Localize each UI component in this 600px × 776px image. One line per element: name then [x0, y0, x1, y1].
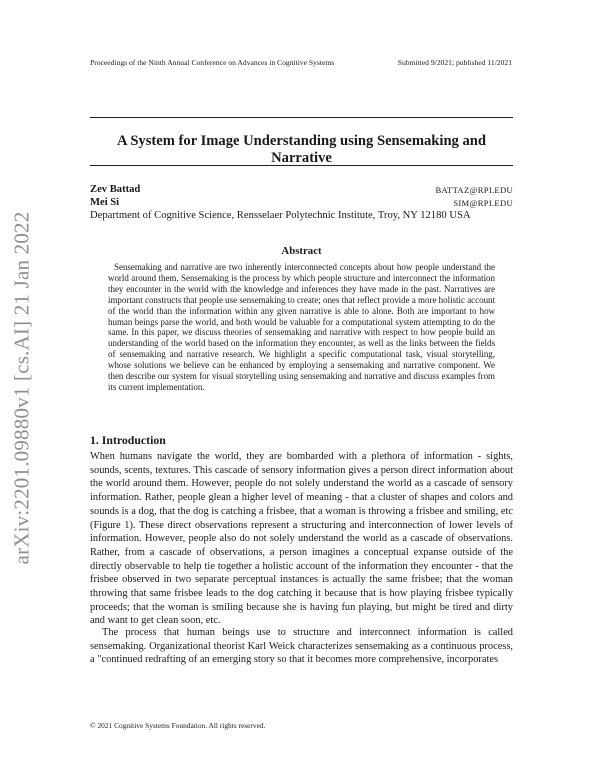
- author-name: Zev Battad: [90, 184, 141, 195]
- paper-title: A System for Image Understanding using Sensemaking and Narrative: [116, 133, 487, 166]
- arxiv-identifier: arXiv:2201.09880v1 [cs.AI] 21 Jan 2022: [9, 211, 34, 565]
- author-block: [90, 197, 513, 208]
- abstract-heading: Abstract: [281, 245, 322, 257]
- author-email: BATTAZ@RPI.EDU: [435, 185, 513, 195]
- title-rule-bottom: [90, 165, 513, 166]
- author-block: [90, 184, 513, 195]
- running-header-venue: Proceedings of the Ninth Annual Conference on Advances in Cognitive Systems: [90, 58, 335, 67]
- author-name: Mei Si: [90, 197, 120, 208]
- author-email: SIM@RPI.EDU: [453, 198, 513, 208]
- section-heading: 1. Introduction: [90, 433, 166, 447]
- arxiv-stamp: [2, 211, 42, 565]
- copyright-footer: © 2021 Cognitive Systems Foundation. All rights reserved.: [90, 721, 266, 730]
- running-header-dates: Submitted 9/2021; published 11/2021: [397, 58, 512, 67]
- title-rule-top: [90, 117, 513, 118]
- affiliation: Department of Cognitive Science, Rensselaer Polytechnic Institute, Troy, NY 12180 USA: [90, 210, 471, 221]
- abstract-text: Sensemaking and narrative are two inherently interconnected concepts about how people understand the world around them. Sensemaking is the process by which people structure and interconnect the information they encounter in the world with the knowledge and inferences they have made in the past. Narratives are important constructs that people use sensemaking to create; ones that reflect provide a more holistic account of the world than the information within any given narrative is able to alone. Both are important to how human beings parse the world, and both would be valuable for a computational system attempting to do the same. In this paper, we discuss theories of sensemaking and narrative with respect to how people build an understanding of the world based on the information they encounter, as well as the links between the fields of sensemaking and narrative research. We highlight a specific computational task, visual storytelling, whose solutions we believe can be enhanced by employing a sensemaking and narrative component. We then describe our system for visual storytelling using sensemaking and narrative and discuss examples from its current implementation.: [108, 262, 495, 392]
- body-paragraph: When humans navigate the world, they are bombarded with a plethora of information - sights, sounds, scents, textures. This cascade of sensory information gives a person direct information about the world around them. However, people do not solely understand the world as a cascade of sensory information. Rather, people glean a higher level of meaning - that a cluster of shapes and colors and sounds is a dog, that the dog is catching a frisbee, that a woman is throwing a frisbee and smiling, etc (Figure 1). These direct observations represent a structuring and interconnection of lower levels of information. However, people also do not solely understand the world as a cascade of observations. Rather, from a cascade of observations, a person imagines a conceptual expanse outside of the directly observable to help tie together a holistic account of the information they encounter - that the frisbee observed in two separate perceptual instances is actually the same frisbee; that the woman throwing that same frisbee leads to the dog catching it because that is how playing frisbee typically proceeds; that the woman is smiling because she is having fun playing, but might be tired and dirty and want to get clean soon, etc.: [90, 451, 513, 627]
- body-paragraph: The process that human beings use to structure and interconnect information is called sensemaking. Organizational theorist Karl Weick characterizes sensemaking as a continuous process, a "continued redrafting of an emerging story so that it becomes more comprehensive, incorporates: [90, 627, 513, 666]
